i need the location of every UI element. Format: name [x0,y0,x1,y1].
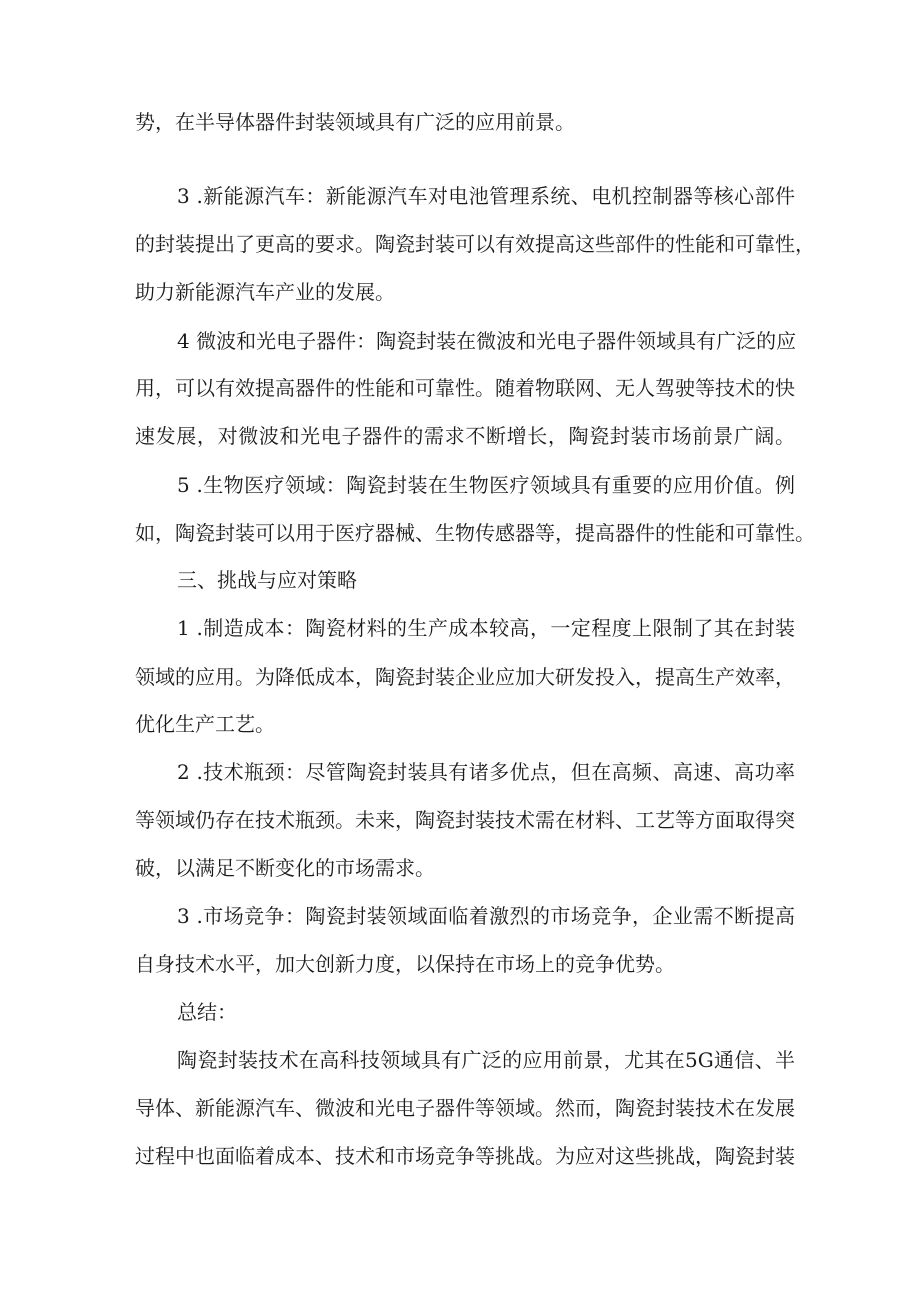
text-line: 用，可以有效提高器件的性能和可靠性。随着物联网、无人驾驶等技术的快 [135,376,795,400]
text-line: 2 .技术瓶颈：尽管陶瓷封装具有诸多优点，但在高频、高速、高功率 [177,760,795,784]
text-line: 3 .市场竞争：陶瓷封装领域面临着激烈的市场竞争，企业需不断提高 [177,904,795,928]
text-line: 陶瓷封装技术在高科技领域具有广泛的应用前景，尤其在5G通信、半 [177,1048,795,1072]
text-line: 的封装提出了更高的要求。陶瓷封装可以有效提高这些部件的性能和可靠性， [135,232,815,256]
section-heading: 三、挑战与应对策略 [177,568,357,592]
text-line: 优化生产工艺。 [135,712,275,736]
text-line: 自身技术水平，加大创新力度，以保持在市场上的竞争优势。 [135,952,675,976]
summary-heading: 总结： [177,1000,237,1024]
text-line: 1 .制造成本：陶瓷材料的生产成本较高，一定程度上限制了其在封装 [177,616,795,640]
text-line: 领域的应用。为降低成本，陶瓷封装企业应加大研发投入，提高生产效率， [135,665,795,689]
text-line: 破，以满足不断变化的市场需求。 [135,856,435,880]
text-line: 如，陶瓷封装可以用于医疗器械、生物传感器等，提高器件的性能和可靠性。 [135,521,815,545]
text-line: 导体、新能源汽车、微波和光电子器件等领域。然而，陶瓷封装技术在发展 [135,1096,795,1120]
text-line: 4 微波和光电子器件：陶瓷封装在微波和光电子器件领域具有广泛的应 [177,329,797,353]
text-line: 速发展，对微波和光电子器件的需求不断增长，陶瓷封装市场前景广阔。 [135,424,795,448]
text-line: 过程中也面临着成本、技术和市场竞争等挑战。为应对这些挑战，陶瓷封装 [135,1144,795,1168]
text-line: 助力新能源汽车产业的发展。 [135,280,395,304]
text-line: 等领域仍存在技术瓶颈。未来，陶瓷封装技术需在材料、工艺等方面取得突 [135,808,795,832]
text-line: 势，在半导体器件封装领域具有广泛的应用前景。 [135,110,575,134]
text-line: 3 .新能源汽车：新能源汽车对电池管理系统、电机控制器等核心部件 [177,184,795,208]
text-line: 5 .生物医疗领域：陶瓷封装在生物医疗领域具有重要的应用价值。例 [177,473,795,497]
